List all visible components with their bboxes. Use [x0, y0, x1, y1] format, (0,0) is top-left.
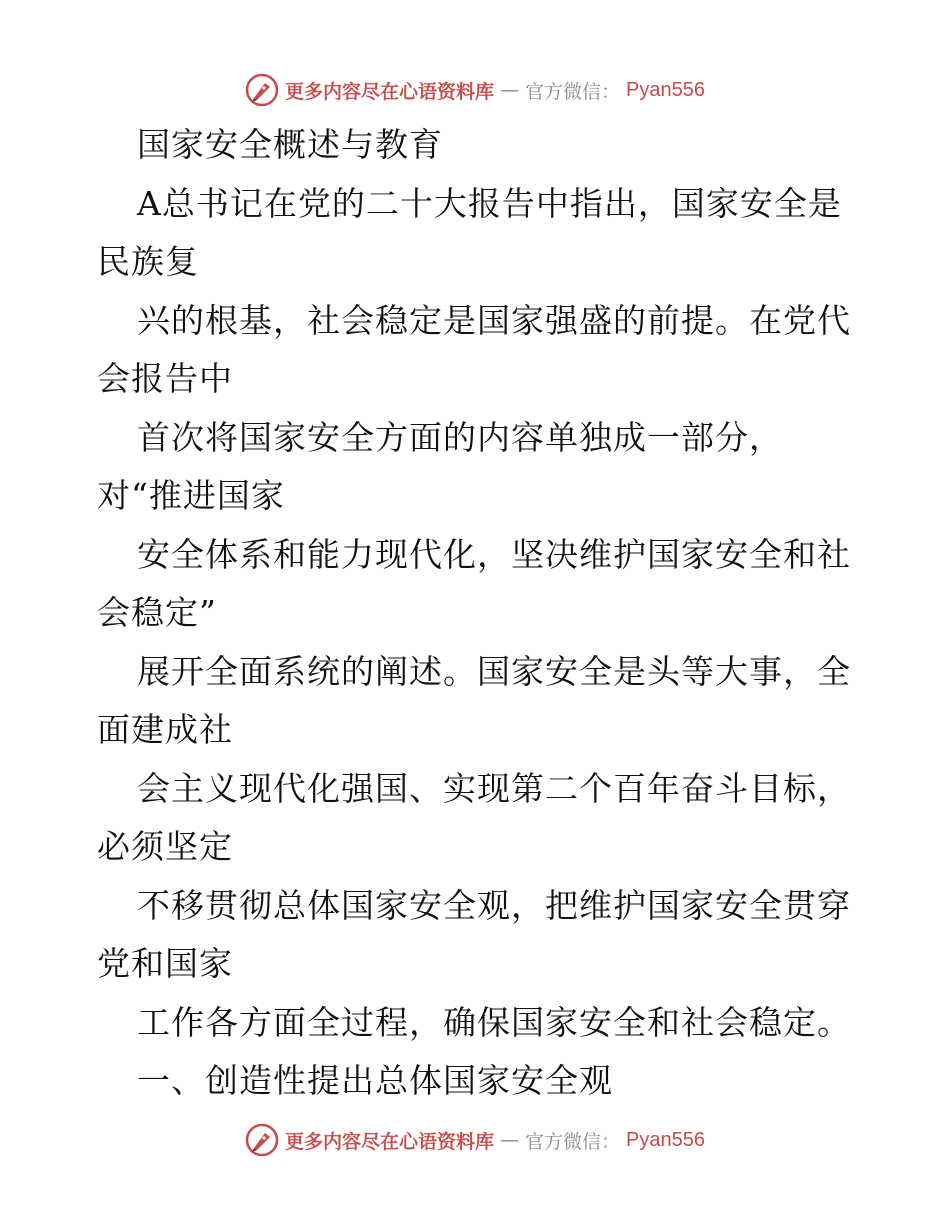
text-line: 面建成社 [97, 710, 233, 749]
watermark-label: 官方微信： [525, 80, 621, 103]
watermark-separator: — [500, 1129, 520, 1151]
watermark-text: 更多内容尽在心语资料库 [285, 1130, 495, 1153]
text-line: 一、创造性提出总体国家安全观 [137, 1061, 613, 1100]
pen-nib-logo-icon [245, 1123, 279, 1157]
text-line: 首次将国家安全方面的内容单独成一部分， [137, 417, 783, 457]
document-body [97, 116, 857, 1111]
text-line: 安全体系和能力现代化，坚决维护国家安全和社 [137, 534, 851, 574]
watermark-label: 官方微信： [525, 1130, 621, 1153]
text-line: A总书记在党的二十大报告中指出，国家安全是 [137, 183, 842, 223]
text-line: 党和国家 [97, 944, 233, 983]
text-line: 必须坚定 [97, 827, 233, 866]
text-line: 兴的根基，社会稳定是国家强盛的前提。在党代 [137, 300, 851, 340]
text-line: 工作各方面全过程，确保国家安全和社会稳定。 [137, 1002, 851, 1042]
watermark-id: Pyan556 [626, 1128, 705, 1151]
footer-watermark [0, 1120, 950, 1160]
watermark-separator: — [500, 79, 520, 101]
header-watermark [0, 70, 950, 110]
text-line: 会主义现代化强国、实现第二个百年奋斗目标， [137, 768, 851, 808]
watermark-text: 更多内容尽在心语资料库 [285, 80, 495, 103]
watermark-id: Pyan556 [626, 78, 705, 101]
text-line: 对“推进国家 [97, 476, 285, 515]
text-line: 不移贯彻总体国家安全观，把维护国家安全贯穿 [137, 885, 851, 925]
text-line: 展开全面系统的阐述。国家安全是头等大事，全 [137, 651, 851, 691]
text-line: 会报告中 [97, 359, 233, 398]
text-line: 民族复 [97, 242, 199, 281]
text-line: 会稳定” [97, 593, 217, 632]
pen-nib-logo-icon [245, 73, 279, 107]
document-title: 国家安全概述与教育 [137, 125, 443, 164]
